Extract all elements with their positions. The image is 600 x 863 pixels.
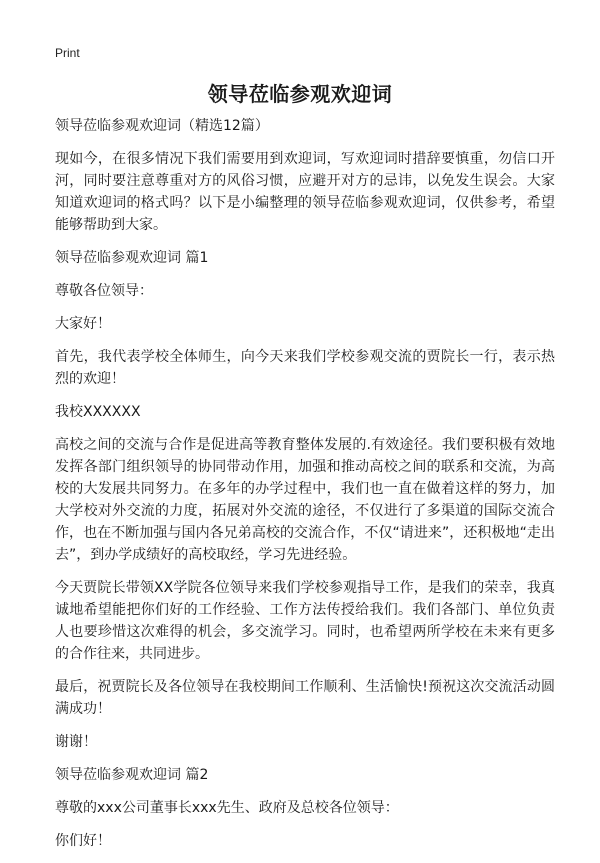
document-body [55,115,555,863]
body-paragraph: 高校之间的交流与合作是促进高等教育整体发展的.有效途径。我们要积极有效地发挥各部门组织领导的协同带动作用，加强和推动高校之间的联系和交流，为高校的大发展共同努力。在多年的办学过程中，我们也一直在做着这样的努力，加大学校对外交流的力度，拓展对外交流的途径，不仅进行了多渠道的国际交流合作，也在不断加强与国内各兄弟高校的交流合作，不仅“请进来”，还积极地“走出去”，到办学成绩好的高校取经，学习先进经验。 [55,437,555,563]
intro-paragraph: 现如今，在很多情况下我们需要用到欢迎词，写欢迎词时措辞要慎重，勿信口开河，同时要注意尊重对方的风俗习惯，应避开对方的忌讳，以免发生误会。大家知道欢迎词的格式吗？以下是小编整理的领导莅临参观欢迎词，仅供参考，希望能够帮助到大家。 [55,151,555,233]
print-link[interactable]: Print [55,46,80,60]
closing-thanks: 谢谢！ [55,734,97,750]
body-paragraph: 最后，祝贾院长及各位领导在我校期间工作顺利、生活愉快!预祝这次交流活动圆满成功！ [55,679,555,717]
greeting: 你们好！ [55,833,111,849]
body-paragraph: 首先，我代表学校全体师生，向今天来我们学校参观交流的贾院长一行，表示热烈的欢迎！ [55,349,555,387]
page-title: 领导莅临参观欢迎词 [207,82,393,106]
salutation: 尊敬的xxx公司董事长xxx先生、政府及总校各位领导： [55,800,399,816]
salutation: 尊敬各位领导： [55,283,153,299]
subtitle: 领导莅临参观欢迎词（精选12篇） [55,118,269,134]
section-heading-1: 领导莅临参观欢迎词 篇1 [55,250,209,266]
body-paragraph: 今天贾院长带领XX学院各位领导来我们学校参观指导工作，是我们的荣幸，我真诚地希望能把你们好的工作经验、工作方法传授给我们。我们各部门、单位负责人也要珍惜这次难得的机会，多交流学习。同时，也希望两所学校在未来有更多的合作往来，共同进步。 [55,580,555,662]
body-paragraph: 我校XXXXXX [55,404,141,420]
greeting: 大家好！ [55,316,111,332]
section-heading-2: 领导莅临参观欢迎词 篇2 [55,767,209,783]
